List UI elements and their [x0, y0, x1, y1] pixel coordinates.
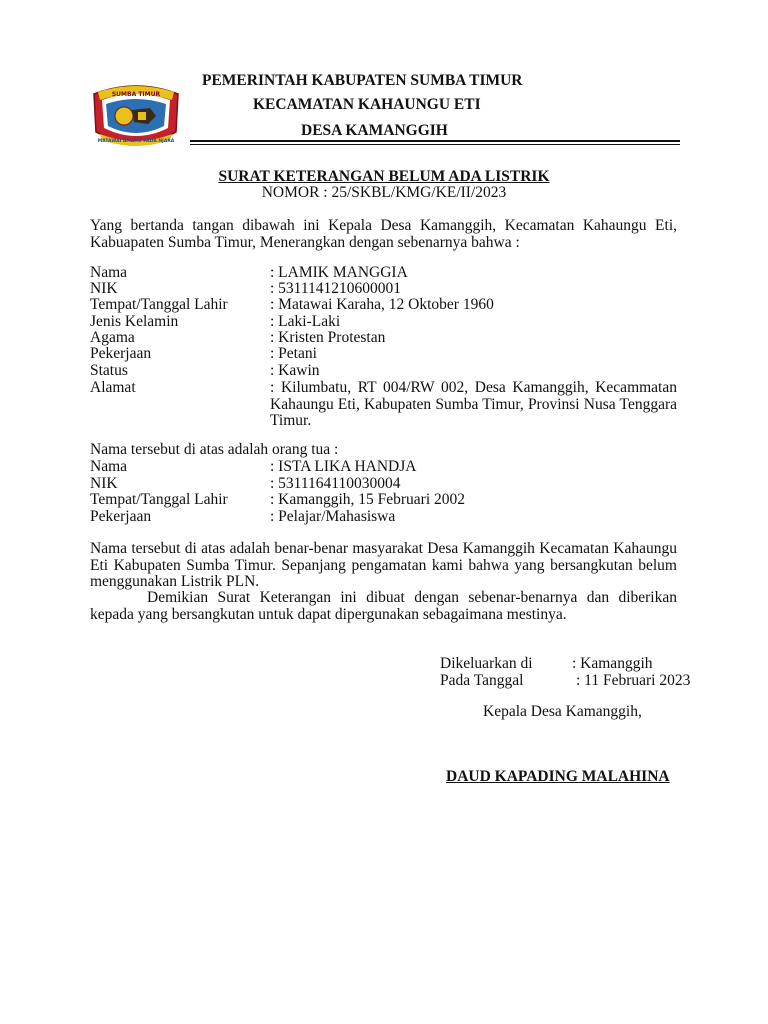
field-value: : ISTA LIKA HANDJA	[270, 458, 417, 475]
field-label: Alamat	[90, 379, 136, 396]
statement-paragraph: Nama tersebut di atas adalah benar-benar masyarakat Desa Kamanggih Kecamatan Kahaungu Eti Kabupaten Sumba Timur. Sepanjang pengamatan kami bahwa yang bersangkutan belum menggunakan Listrik PLN.	[90, 540, 677, 590]
address-value: : Kilumbatu, RT 004/RW 002, Desa Kamanggih, Kecammatan Kahaungu Eti, Kabupaten Sumba Timur, Provinsi Nusa Tenggara Timur.	[270, 379, 677, 429]
issued-date-label: Pada Tanggal	[440, 672, 524, 689]
field-value: : Matawai Karaha, 12 Oktober 1960	[270, 296, 494, 313]
intro-paragraph: Yang bertanda tangan dibawah ini Kepala Desa Kamanggih, Kecamatan Kahaungu Eti, Kabuapaten Sumba Timur, Menerangkan dengan sebenarnya bahwa :	[90, 217, 677, 251]
parent-intro: Nama tersebut di atas adalah orang tua :	[90, 441, 339, 458]
field-value: : Kawin	[270, 362, 320, 379]
field-label: Pekerjaan	[90, 508, 152, 525]
field-value: : Kamanggih, 15 Februari 2002	[270, 491, 466, 508]
field-label: Nama	[90, 458, 128, 475]
field-value: : 5311164110030004	[270, 475, 401, 492]
header-district: KECAMATAN KAHAUNGU ETI	[253, 96, 481, 113]
closing-paragraph: Demikian Surat Keterangan ini dibuat dengan sebenar-benarnya dan diberikan kepada yang bersangkutan untuk dapat dipergunakan sebagaimana mestinya.	[90, 589, 677, 623]
issued-date-value: : 11 Februari 2023	[576, 672, 691, 689]
field-label: Pekerjaan	[90, 345, 152, 362]
letter-title: SURAT KETERANGAN BELUM ADA LISTRIK	[218, 168, 550, 185]
letterhead-divider-thin	[190, 144, 680, 145]
issued-place-label: Dikeluarkan di	[440, 655, 533, 672]
field-value: : Laki-Laki	[270, 313, 341, 330]
field-label: Tempat/Tanggal Lahir	[90, 296, 228, 313]
field-label: Nama	[90, 264, 128, 281]
header-village: DESA KAMANGGIH	[301, 122, 448, 139]
field-label: Agama	[90, 329, 135, 346]
issued-place-value: : Kamanggih	[572, 655, 653, 672]
logo-text-top: SUMBA TIMUR	[111, 91, 161, 98]
field-value: : Kristen Protestan	[270, 329, 386, 346]
field-value: : LAMIK MANGGIA	[270, 264, 408, 281]
field-value: : 5311141210600001	[270, 280, 402, 297]
field-value: : Pelajar/Mahasiswa	[270, 508, 396, 525]
sumba-timur-emblem-icon	[90, 82, 182, 150]
logo-text-bottom: MATAWAI AMAHU PADA NJARA	[97, 139, 175, 144]
field-value: : Petani	[270, 345, 317, 362]
field-label: Status	[90, 362, 128, 379]
field-label: NIK	[90, 475, 118, 492]
field-label: Jenis Kelamin	[90, 313, 179, 330]
letter-number: NOMOR : 25/SKBL/KMG/KE/II/2023	[261, 184, 507, 201]
letterhead-divider	[190, 140, 680, 142]
signer-name: DAUD KAPADING MALAHINA	[446, 768, 670, 785]
signer-position: Kepala Desa Kamanggih,	[483, 703, 642, 720]
field-label: NIK	[90, 280, 118, 297]
header-government: PEMERINTAH KABUPATEN SUMBA TIMUR	[202, 72, 523, 89]
field-label: Tempat/Tanggal Lahir	[90, 491, 228, 508]
